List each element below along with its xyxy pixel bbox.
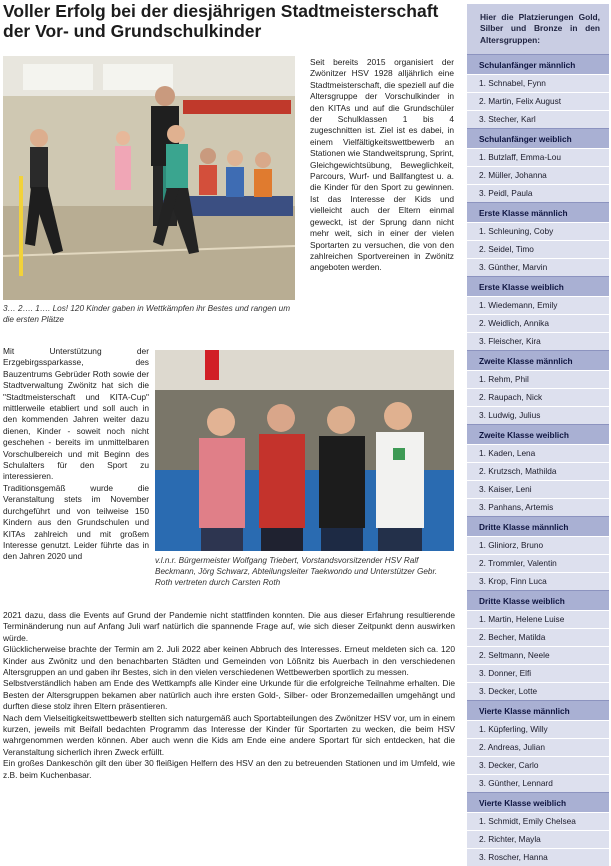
ranking-entry: 1. Schnabel, Fynn: [467, 74, 609, 92]
intro-paragraph: Seit bereits 2015 organisiert der Zwönitzer HSV 1928 alljährlich eine Stadtmeisterschaft, die speziell auf die Altersgruppe der Vorschulkinder in den KITAs und auf die Grundschüler der Schulklassen 1 bis 4 zugeschnitten ist. Ziel ist es dabei, in einem Vielfältigkeitswettbewerb an Stationen wie Standweitsprung, Sprint, Gleichgewichtsübung, Beweglichkeit, Parcours, Wurf- und Ballfangtest u. a. die Kinder für den Sport zu gewinnen. Ist das Interesse der Kids und vielleicht auch der Eltern einmal geweckt, ist der Sprung dann nicht mehr weit, sich in einer der vielen Sportarten zu versuchen, die von den zahlreichen Sportvereinen in Zwönitz angeboten werden.: [310, 57, 454, 273]
ranking-entry: 1. Küpferling, Willy: [467, 720, 609, 738]
group-photo: [155, 350, 454, 551]
ranking-entry: 1. Butzlaff, Emma-Lou: [467, 148, 609, 166]
ranking-entry: 2. Seltmann, Neele: [467, 646, 609, 664]
ranking-group: [467, 276, 609, 350]
ranking-list: [467, 444, 609, 516]
ranking-list: [467, 222, 609, 276]
sidebar-intro: Hier die Platzierungen Gold, Silber und Bronze in den Altersgruppen:: [480, 12, 600, 45]
ranking-group: [467, 350, 609, 424]
ranking-group-title: Vierte Klasse männlich: [467, 700, 609, 720]
ranking-entry: 2. Müller, Johanna: [467, 166, 609, 184]
full-width-text: [3, 610, 455, 781]
ranking-entry: 2. Krutzsch, Mathilda: [467, 462, 609, 480]
ranking-entry: 2. Andreas, Julian: [467, 738, 609, 756]
ranking-group-title: Zweite Klasse männlich: [467, 350, 609, 370]
pandemic-paragraph: 2021 dazu, dass die Events auf Grund der Pandemie nicht stattfinden konnten. Die aus dieser Erfahrung resultierende Terminänderung nun auf Anfang Juli warf natürlich die spannende Frage auf, wie sich dieser Zeitpunkt denn auswirken würde.: [3, 610, 455, 643]
ranking-group: [467, 792, 609, 866]
ranking-entry: 2. Raupach, Nick: [467, 388, 609, 406]
ranking-list: [467, 610, 609, 700]
ranking-entry: 2. Richter, Mayla: [467, 830, 609, 848]
group-photo-caption: v.l.n.r. Bürgermeister Wolfgang Triebert, Vorstandsvorsitzender HSV Ralf Beckmann, Jörg Schwarz, Abteilungsleiter Taekwondo und Unterstützer Gebr. Roth vertreten durch Carsten Roth: [155, 556, 438, 587]
ranking-group-title: Vierte Klasse weiblich: [467, 792, 609, 812]
ranking-group: [467, 590, 609, 700]
ranking-entry: 1. Martin, Helene Luise: [467, 610, 609, 628]
article-headline: Voller Erfolg bei der diesjährigen Stadtmeisterschaft der Vor- und Grundschulkinder: [3, 1, 439, 41]
ranking-entry: 1. Schmidt, Emily Chelsea: [467, 812, 609, 830]
july-paragraph: Glücklicherweise brachte der Termin am 2. Juli 2022 aber keinen Abbruch des Interesses. Erneut meldeten sich ca. 120 Kinder aus Zwönitz und den benachbarten Städten und Gemeinden von Lößnitz bis Auerbach in den verschiedenen Altersgruppen an und gaben ihr Bestes, sich in den vielen verschiedenen Wettbewerben sportlich zu messen.: [3, 644, 455, 678]
departments-paragraph: Nach dem Vielseitigkeitswettbewerb stellten sich naturgemäß auch Sportabteilungen des Zwönitzer HSV vor, um in einem kurzen, jeweils mit Beifall bedachten Programm das Interesse der Kinder für Sportarten zu wecken, die beim HSV wahrgenommen werden können. Aber auch wenn die Kids am Ende eine andere Sportart für sich entdecken, hat die Veranstaltung sicherlich ihren Zweck erfüllt.: [3, 712, 455, 757]
ranking-group: [467, 516, 609, 590]
ranking-entry: 3. Krop, Finn Luca: [467, 572, 609, 590]
ranking-entry: 3. Panhans, Artemis: [467, 498, 609, 516]
ranking-entry: 2. Seidel, Timo: [467, 240, 609, 258]
ranking-entry: 3. Günther, Lennard: [467, 774, 609, 792]
ranking-group-title: Dritte Klasse weiblich: [467, 590, 609, 610]
ranking-group: [467, 128, 609, 202]
intro-column: [310, 57, 454, 274]
ranking-entry: 3. Peidl, Paula: [467, 184, 609, 202]
ranking-group: [467, 424, 609, 516]
ranking-entry: 2. Becher, Matilda: [467, 628, 609, 646]
ranking-list: [467, 536, 609, 590]
ranking-entry: 2. Trommler, Valentin: [467, 554, 609, 572]
ranking-entry: 1. Schleuning, Coby: [467, 222, 609, 240]
ranking-group-title: Erste Klasse männlich: [467, 202, 609, 222]
ranking-group-title: Schulanfänger weiblich: [467, 128, 609, 148]
ranking-group-title: Schulanfänger männlich: [467, 54, 609, 74]
ranking-entry: 3. Donner, Elfi: [467, 664, 609, 682]
ranking-group-title: Dritte Klasse männlich: [467, 516, 609, 536]
sprint-photo: [3, 56, 295, 300]
ranking-group-title: Zweite Klasse weiblich: [467, 424, 609, 444]
rankings-sidebar: [467, 4, 609, 863]
left-column: [3, 346, 149, 563]
ranking-list: [467, 148, 609, 202]
sprint-photo-caption: 3… 2…. 1…. Los! 120 Kinder gaben in Wettkämpfen ihr Bestes und rangen um die ersten Plätze: [3, 304, 291, 324]
thanks-paragraph: Ein großes Dankeschön gilt den über 30 fleißigen Helfern des HSV an den zu betreuenden Stationen und im Umfeld, wie z.B. beim Kuchenbasar.: [3, 758, 455, 780]
ranking-list: [467, 370, 609, 424]
ranking-entry: 2. Martin, Felix August: [467, 92, 609, 110]
ranking-entry: 3. Kaiser, Leni: [467, 480, 609, 498]
ranking-list: [467, 74, 609, 128]
ranking-entry: 3. Roscher, Hanna: [467, 848, 609, 866]
ranking-entry: 3. Ludwig, Julius: [467, 406, 609, 424]
ranking-groups: [467, 54, 609, 866]
ranking-group: [467, 202, 609, 276]
ranking-entry: 1. Rehm, Phil: [467, 370, 609, 388]
ranking-entry: 1. Gliniorz, Bruno: [467, 536, 609, 554]
support-paragraph: Mit Unterstützung der Erzgebirgssparkasse, des Bauzentrums Gebrüder Roth sowie der Stadtverwaltung Zwönitz hat sich die "Stadtmeisterschaft und KITA-Cup" mittlerweile etabliert und soll auch in den kommenden Jahren weiter dazu dienen, Kinder - soweit noch nicht geschehen - bereits im unmittelbaren Vorschulbereich und mit Beginn des Schulalters für den Sport zu interessieren.: [3, 346, 149, 482]
ranking-group: [467, 54, 609, 128]
ranking-entry: 2. Weidlich, Annika: [467, 314, 609, 332]
tradition-paragraph: Traditionsgemäß wurde die Veranstaltung stets im November durchgeführt und von teilweise 150 Kindern aus den Grundschulen und KITAs zahlreich und mit großem Interesse genutzt. Leider führte das in den Jahren 2020 und: [3, 482, 149, 562]
ranking-entry: 3. Decker, Carlo: [467, 756, 609, 774]
ranking-group-title: Erste Klasse weiblich: [467, 276, 609, 296]
ranking-entry: 3. Decker, Lotte: [467, 682, 609, 700]
ranking-list: [467, 812, 609, 866]
ranking-entry: 3. Günther, Marvin: [467, 258, 609, 276]
ranking-list: [467, 720, 609, 792]
certificate-paragraph: Selbstverständlich haben am Ende des Wettkampfs alle Kinder eine Urkunde für die erfolgreiche Teilnahme erhalten. Die Besten der Altersgruppen bekamen aber natürlich auch ihre ersten Gold-, Silber- oder Bronzemedaillen umgehängt und durften diese stolz ihren Eltern präsentieren.: [3, 678, 455, 712]
ranking-entry: 1. Kaden, Lena: [467, 444, 609, 462]
ranking-group: [467, 700, 609, 792]
ranking-entry: 3. Fleischer, Kira: [467, 332, 609, 350]
ranking-entry: 3. Stecher, Karl: [467, 110, 609, 128]
ranking-entry: 1. Wiedemann, Emily: [467, 296, 609, 314]
ranking-list: [467, 296, 609, 350]
